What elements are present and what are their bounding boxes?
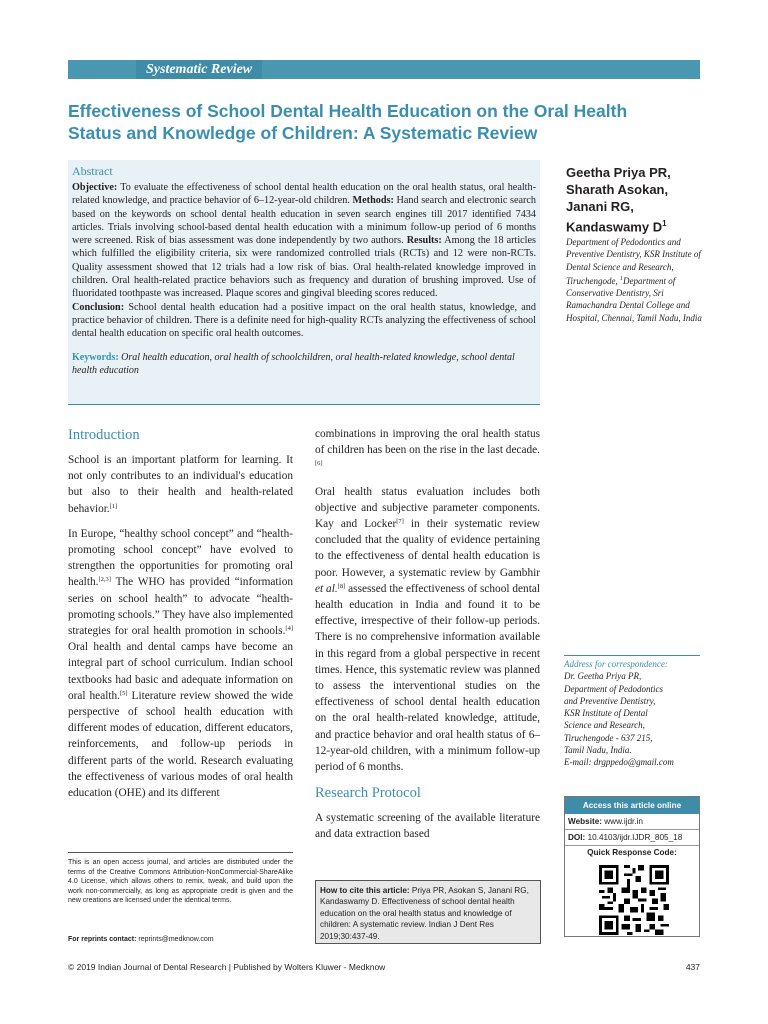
keywords-label: Keywords: xyxy=(72,351,119,363)
correspondence-heading: Address for correspondence: xyxy=(564,659,668,669)
citation-box xyxy=(315,880,541,944)
col2-p1-text: combinations in improving the oral health status of children has been on the rise in the last decade. xyxy=(315,428,540,457)
col2-paragraph-3: A systematic screening of the available literature and data extraction based xyxy=(315,812,540,841)
cite-text: Priya PR, Asokan S, Janani RG, Kandaswamy D. Effectiveness of school dental health education on the oral health status and knowledge of children: A systematic review. Indian J Dent Res 2019;30:437-49. xyxy=(320,886,529,941)
corr-email[interactable]: E-mail: drgppedo@gmail.com xyxy=(564,757,674,768)
qr-code-icon[interactable] xyxy=(599,865,669,935)
reprints-contact xyxy=(68,936,293,943)
keywords-text: Oral health education, oral health of schoolchildren, oral health-related knowledge, school dental health education xyxy=(72,351,515,376)
citation-ref[interactable]: [6] xyxy=(315,460,323,468)
footer-copyright: © 2019 Indian Journal of Dental Research | Published by Wolters Kluwer - Medknow xyxy=(68,962,386,972)
article-title: Effectiveness of School Dental Health Education on the Oral Health Status and Knowledge of Children: A Systematic Review xyxy=(68,101,628,143)
corr-line: Tiruchengode - 637 215, xyxy=(564,732,653,743)
col2-p2-text-c: assessed the effectiveness of school dental health education in India and found it to be effective, irrespective of their follow-up periods. There is no comprehensive information available in this regard from a global perspective in recent times. Hence, this systematic review was planned to assess the interventional studies on the effectiveness of school dental health education on the oral health-related knowledge, attitude, and practice behavior and oral health status of 6–12-year-old children, with a minimum follow-up period of 6 months. xyxy=(315,582,540,774)
doi-label: DOI: xyxy=(568,833,586,842)
affiliation-rest: Department of Conservative Dentistry, Sri Ramachandra Dental College and Hospital, Chennai, Tamil Nadu, India xyxy=(566,275,702,323)
affiliation xyxy=(566,236,706,324)
corr-line: and Preventive Dentistry, xyxy=(564,695,656,706)
col2-p2-text-b: in their systematic review concluded that the quality of evidence pertaining to the effectiveness of dental health education is poor. However, a systematic review by Gambhir xyxy=(315,518,540,579)
page-footer xyxy=(68,962,700,972)
conclusion-text: School dental health education had a positive impact on the oral health status, knowledge, and practice behavior of children. There is a definite need for high-quality RCTs analyzing the effectiveness of school dental health education on specific oral health outcomes. xyxy=(72,301,536,340)
corr-line: Science and Research, xyxy=(564,720,645,731)
reprints-label: For reprints contact: xyxy=(68,936,137,943)
body-column-right xyxy=(315,426,540,852)
page-number: 437 xyxy=(685,962,700,972)
qr-label: Quick Response Code: xyxy=(587,848,677,857)
access-online-box xyxy=(564,796,700,937)
author-names: Geetha Priya PR, Sharath Asokan, Janani RG, Kandaswamy D xyxy=(566,165,671,235)
objective-text: To evaluate the effectiveness of school dental health education on the oral health status, oral health-related knowledge, and practice behavior of 6–12-year-old children. xyxy=(72,182,536,207)
affiliation-main: Department of Pedodontics and Preventive Dentistry, KSR Institute of Dental Science and Research, Tiruchengode, xyxy=(566,237,701,286)
article-type-label: Systematic Review xyxy=(136,60,262,79)
section-banner xyxy=(68,60,700,79)
col2-p2-text-a: Oral health status evaluation includes both objective and subjective parameter components. Kay and Locker xyxy=(315,485,540,531)
intro-p1-text: School is an important platform for learning. It not only contributes to an individual's education but also to their health and health-related behavior. xyxy=(68,454,293,515)
results-label: Results: xyxy=(406,235,442,247)
intro-paragraph-2 xyxy=(68,526,293,801)
doi-link[interactable]: 10.4103/ijdr.IJDR_805_18 xyxy=(585,833,683,842)
col2-paragraph-1 xyxy=(315,426,540,475)
citation-ref[interactable]: [2,3] xyxy=(98,576,111,584)
et-al: et al. xyxy=(315,582,338,595)
license-note: This is an open access journal, and articles are distributed under the terms of the Creative Commons Attribution-NonCommercial-ShareAlike 4.0 License, which allows others to remix, tweak, and build upon the work non-commercially, as long as appropriate credit is given and the new creations are licensed under the identical terms. xyxy=(68,852,293,906)
corr-line: Dr. Geetha Priya PR, xyxy=(564,671,642,682)
corr-line: Tamil Nadu, India. xyxy=(564,745,632,756)
citation-ref[interactable]: [7] xyxy=(396,518,404,526)
conclusion-label: Conclusion: xyxy=(72,301,125,313)
citation-ref[interactable]: [4] xyxy=(285,625,293,633)
keywords xyxy=(72,351,536,377)
doi-row xyxy=(565,830,699,846)
objective-label: Objective: xyxy=(72,182,118,193)
correspondence xyxy=(564,655,700,769)
corr-line: Department of Pedodontics xyxy=(564,683,663,694)
methods-text: Hand search and electronic search based on the keywords on school dental health education in seven search engines till 2017 identified 7434 articles. Trials involving school-based dental health education with a minimum follow-up period of 6 months were screened. Risk of bias assessment was done independently by two authors. xyxy=(72,195,536,247)
col2-paragraph-2 xyxy=(315,484,540,776)
author-list xyxy=(566,164,706,235)
results-text: Among the 18 articles which fulfilled the eligibility criteria, six were randomized controlled trials (RCTs) and 12 were non-RCTs. Quality assessment showed that 12 trials had a low risk of bias. Oral health-related knowledge improved in children. Oral health-related practice behaviors such as frequency and duration of brushing improved. Use of fluoridated toothpaste was increased. Plaque scores and gingival bleeding scores reduced. xyxy=(72,235,536,300)
website-link[interactable]: www.ijdr.in xyxy=(601,817,643,826)
access-heading: Access this article online xyxy=(565,797,699,814)
corr-line: KSR Institute of Dental xyxy=(564,708,648,719)
citation-ref[interactable]: [8] xyxy=(337,582,346,590)
citation-ref[interactable]: [1] xyxy=(109,502,118,510)
abstract-box xyxy=(68,160,540,405)
affiliation-sup: 1 xyxy=(620,275,623,282)
intro-p2-text-a: In Europe, “healthy school concept” and “health-promoting school concept” have evolved to strengthen the opportunities for promoting oral health. xyxy=(68,527,293,589)
intro-p2-text-d: Literature review showed the wide perspective of school health education with different modes of education, different educators, reinforcements, and follow-up periods in different parts of the world. Research evaluating the effectiveness of various modes of oral health education (OHE) and its different xyxy=(68,689,293,800)
intro-p2-text-c: Oral health and dental camps have become an integral part of school curriculum. Indian school textbooks had basic and adequate information on oral health. xyxy=(68,641,293,702)
methods-label: Methods: xyxy=(352,195,394,207)
abstract-heading: Abstract xyxy=(72,164,113,178)
research-protocol-heading: Research Protocol xyxy=(315,785,421,802)
intro-paragraph-1 xyxy=(68,452,293,517)
cite-label: How to cite this article: xyxy=(320,886,410,895)
abstract-body xyxy=(72,181,536,341)
intro-p2-text-b: The WHO has provided “information series on school health” to advocate “health-promoting schools.” They have also implemented strategies for oral health promotion in schools. xyxy=(68,576,293,638)
body-column-left xyxy=(68,426,293,810)
reprints-email[interactable]: reprints@medknow.com xyxy=(136,936,214,943)
website-row xyxy=(565,814,699,830)
introduction-heading: Introduction xyxy=(68,427,140,443)
citation-ref[interactable]: [5] xyxy=(119,689,128,697)
author-sup: 1 xyxy=(662,219,667,228)
website-label: Website: xyxy=(568,817,602,826)
